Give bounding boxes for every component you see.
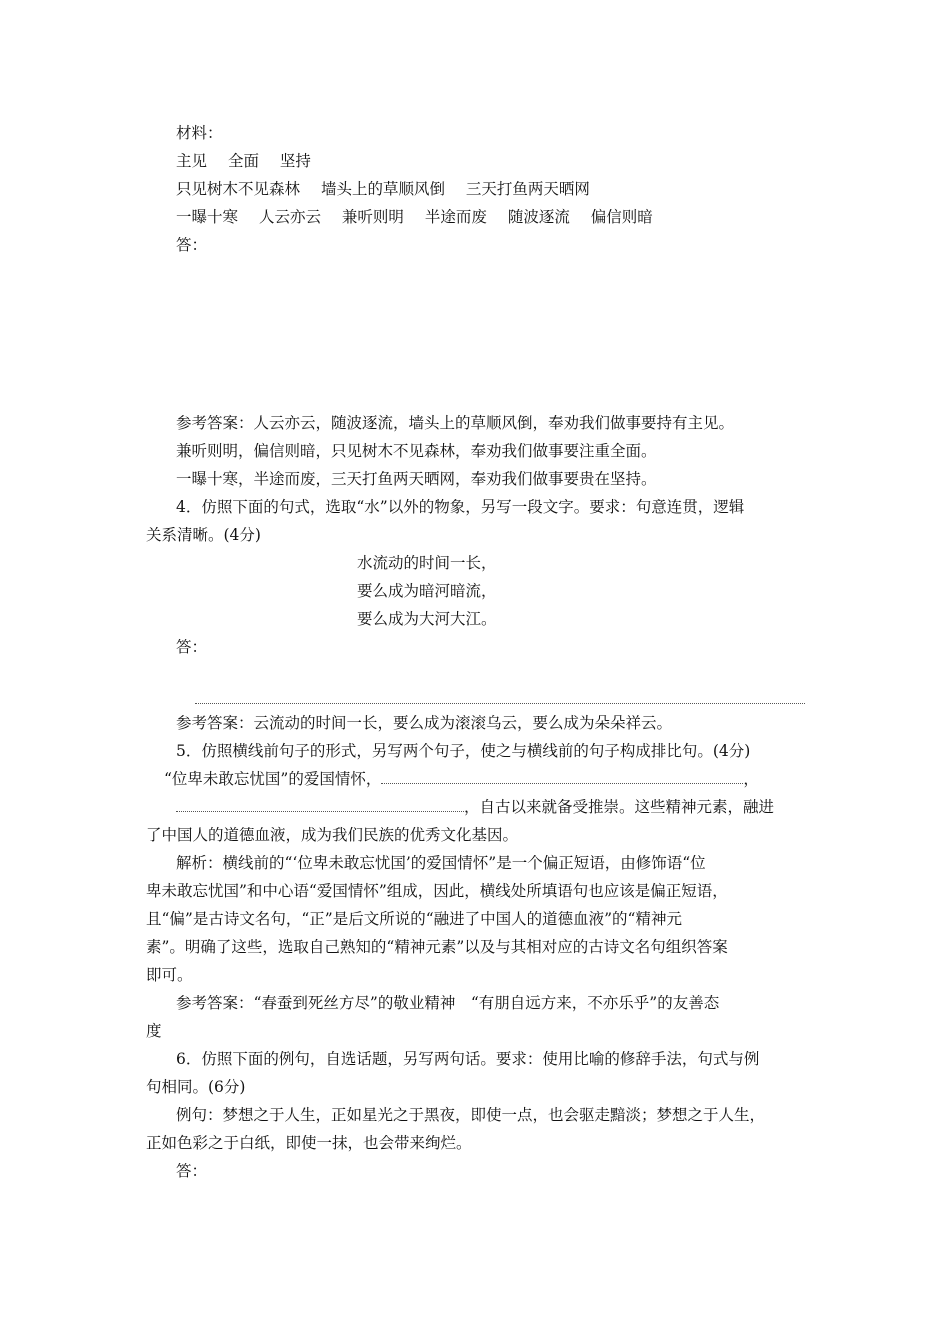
material-item: 一曝十寒 <box>176 208 239 226</box>
sentence-punct: ， <box>743 770 759 788</box>
analysis-line: 且“偏”是古诗文名句，“正”是后文所说的“融进了中国人的道德血液”的“精神元 <box>146 910 682 928</box>
answer-label: 答： <box>176 638 208 656</box>
question-5-text: 5．仿照横线前句子的形式，另写两个句子，使之与横线前的句子构成排比句。(4分) <box>176 742 751 760</box>
question-4-text: 4．仿照下面的句式，选取“水”以外的物象，另写一段文字。要求：句意连贯，逻辑 <box>176 498 745 516</box>
reference-answer-line: 一曝十寒，半途而废，三天打鱼两天晒网，奉劝我们做事要贵在坚持。 <box>176 470 657 488</box>
question-5-sentence <box>164 769 759 789</box>
material-item: 偏信则暗 <box>590 208 653 226</box>
material-item: 墙头上的草顺风倒 <box>320 180 445 198</box>
poem-line: 要么成为大河大江。 <box>357 610 497 628</box>
answer-blank-line[interactable] <box>195 703 805 704</box>
reference-answer-line: 度 <box>146 1022 162 1040</box>
sentence-start: “位卑未敢忘忧国”的爱国情怀， <box>164 770 382 788</box>
material-item: 人云亦云 <box>258 208 321 226</box>
material-item: 坚持 <box>279 152 311 170</box>
fill-in-blank[interactable] <box>381 769 743 784</box>
reference-answer-line: 兼听则明，偏信则暗，只见树木不见森林，奉劝我们做事要注重全面。 <box>176 442 657 460</box>
material-item: 兼听则明 <box>341 208 404 226</box>
example-sentence-cont: 正如色彩之于白纸，即使一抹，也会带来绚烂。 <box>146 1134 472 1152</box>
question-6-text-cont: 句相同。(6分) <box>146 1078 246 1096</box>
sentence-rest: ，自古以来就备受推崇。这些精神元素，融进 <box>464 798 775 816</box>
material-row-2 <box>176 179 590 199</box>
material-item: 主见 <box>176 152 208 170</box>
question-5-sentence-cont <box>176 797 774 817</box>
reference-answer-line: 参考答案：“春蚕到死丝方尽”的敬业精神 “有朋自远方来，不亦乐乎”的友善态 <box>176 994 720 1012</box>
question-4-text-cont: 关系清晰。(4分) <box>146 526 261 544</box>
fill-in-blank[interactable] <box>176 797 464 812</box>
reference-answer-line: 参考答案：云流动的时间一长，要么成为滚滚乌云，要么成为朵朵祥云。 <box>176 714 673 732</box>
material-item: 半途而废 <box>424 208 487 226</box>
material-label: 材料： <box>176 124 223 142</box>
material-item: 随波逐流 <box>507 208 570 226</box>
material-row-3 <box>176 207 653 227</box>
analysis-line: 卑未敢忘忧国”和中心语“爱国情怀”组成，因此，横线处所填语句也应该是偏正短语， <box>146 882 728 900</box>
material-row-1 <box>176 151 311 171</box>
analysis-line: 即可。 <box>146 966 193 984</box>
example-sentence: 例句：梦想之于人生，正如星光之于黑夜，即使一点，也会驱走黯淡；梦想之于人生， <box>176 1106 766 1124</box>
material-item: 只见树木不见森林 <box>176 180 301 198</box>
question-5-sentence-end: 了中国人的道德血液，成为我们民族的优秀文化基因。 <box>146 826 519 844</box>
analysis-line: 解析：横线前的“‘位卑未敢忘忧国’的爱国情怀”是一个偏正短语，由修饰语“位 <box>176 854 706 872</box>
material-item: 三天打鱼两天晒网 <box>465 180 590 198</box>
answer-label: 答： <box>176 236 208 254</box>
reference-answer-line: 参考答案：人云亦云，随波逐流，墙头上的草顺风倒，奉劝我们做事要持有主见。 <box>176 414 735 432</box>
answer-label: 答： <box>176 1162 208 1180</box>
poem-line: 要么成为暗河暗流， <box>357 582 497 600</box>
question-6-text: 6．仿照下面的例句，自选话题，另写两句话。要求：使用比喻的修辞手法，句式与例 <box>176 1050 760 1068</box>
material-item: 全面 <box>227 152 259 170</box>
analysis-line: 素”。明确了这些，选取自己熟知的“精神元素”以及与其相对应的古诗文名句组织答案 <box>146 938 728 956</box>
poem-line: 水流动的时间一长， <box>357 554 497 572</box>
